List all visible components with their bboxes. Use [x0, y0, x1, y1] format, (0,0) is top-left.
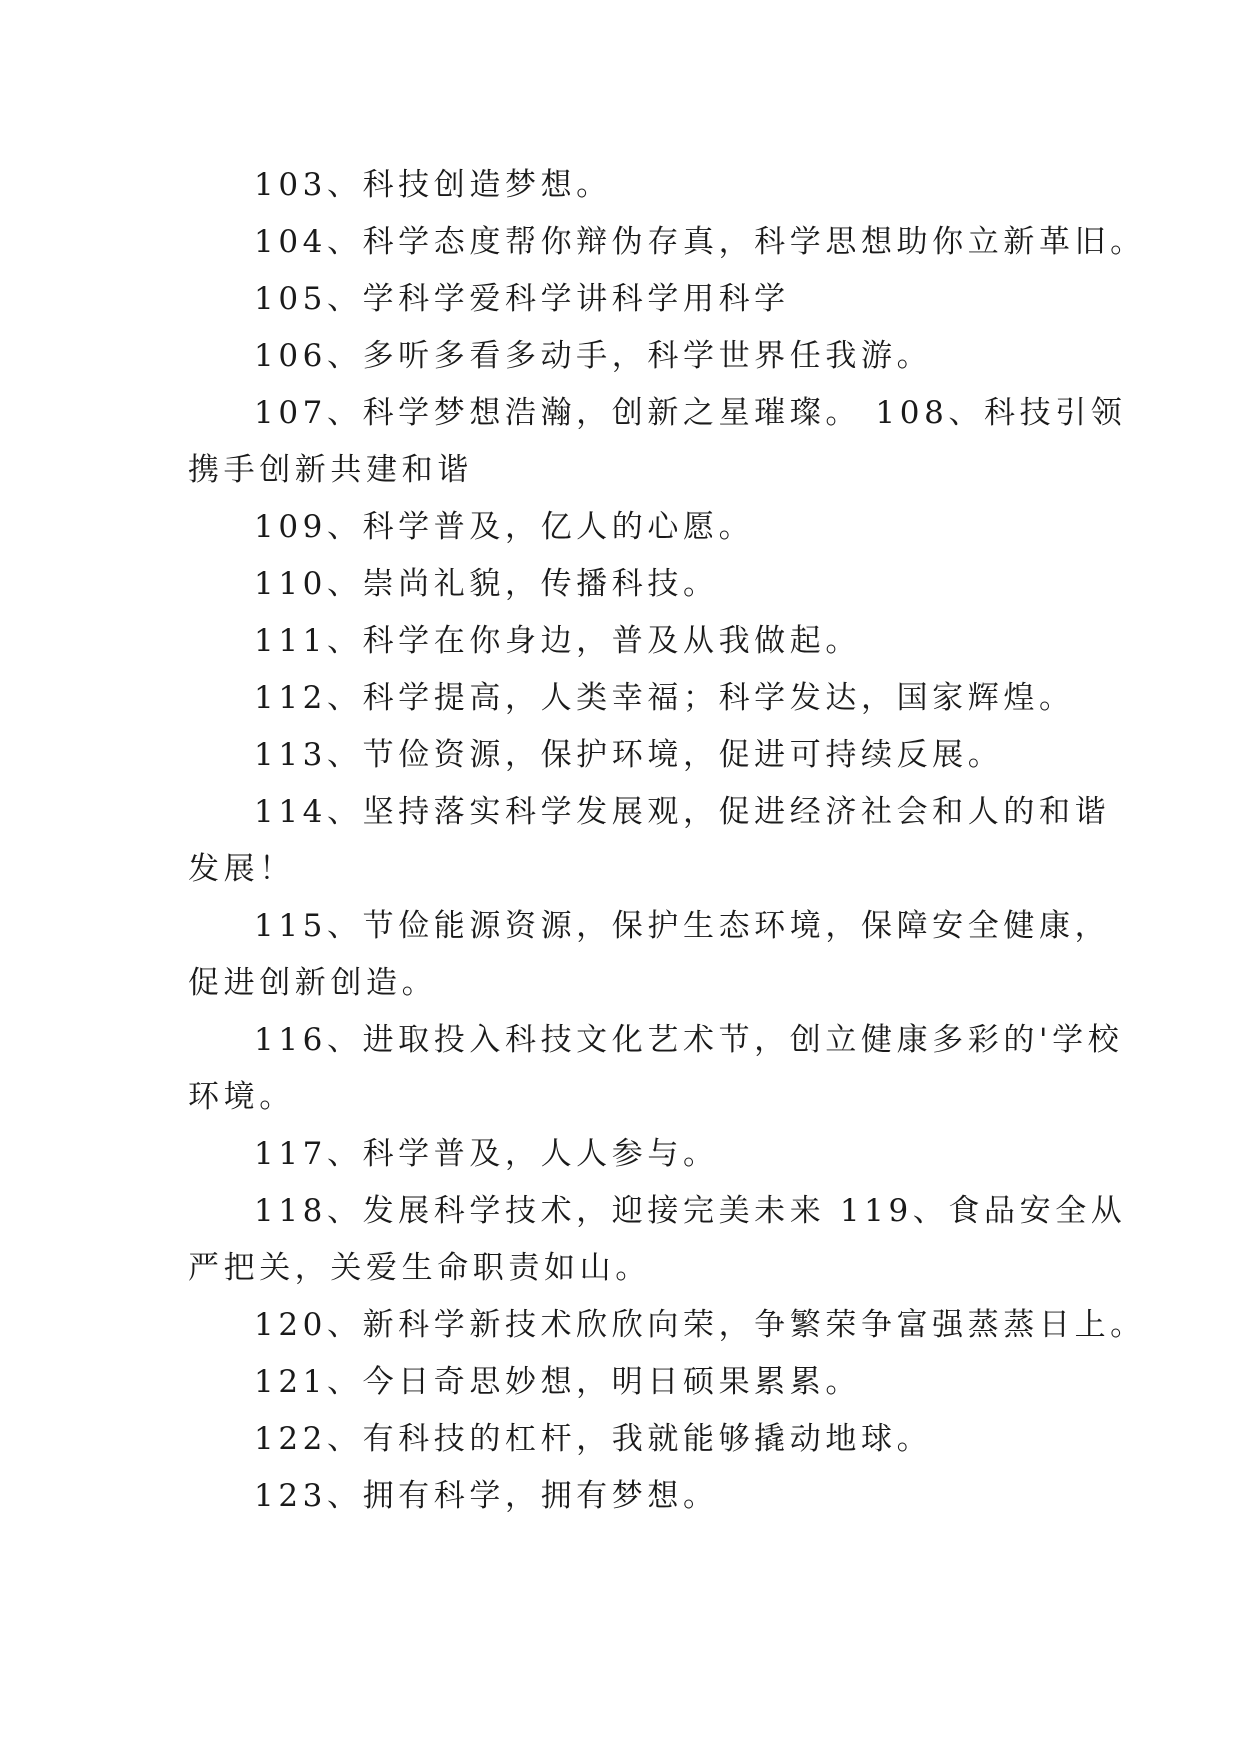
paragraph-line: 123、拥有科学，拥有梦想。: [254, 1478, 719, 1514]
paragraph-line: 104、科学态度帮你辩伪存真，科学思想助你立新革旧。: [254, 224, 1146, 260]
paragraph-line: 115、节俭能源资源，保护生态环境，保障安全健康，: [254, 908, 1111, 944]
paragraph-line: 环境。: [188, 1079, 295, 1115]
paragraph-line: 114、坚持落实科学发展观，促进经济社会和人的和谐: [254, 794, 1111, 830]
paragraph-line: 109、科学普及，亿人的心愿。: [254, 509, 755, 545]
paragraph-line: 106、多听多看多动手，科学世界任我游。: [254, 338, 933, 374]
paragraph-line: 携手创新共建和谐: [188, 452, 473, 488]
paragraph-line: 112、科学提高，人类幸福；科学发达，国家辉煌。: [254, 680, 1075, 716]
paragraph-line: 121、今日奇思妙想，明日硕果累累。: [254, 1364, 861, 1400]
paragraph-line: 113、节俭资源，保护环境，促进可持续反展。: [254, 737, 1004, 773]
paragraph-line: 110、崇尚礼貌，传播科技。: [254, 566, 719, 602]
paragraph-line: 105、学科学爱科学讲科学用科学: [254, 281, 790, 317]
paragraph-line: 122、有科技的杠杆，我就能够撬动地球。: [254, 1421, 933, 1457]
paragraph-line: 111、科学在你身边，普及从我做起。: [254, 623, 861, 659]
paragraph-line: 118、发展科学技术，迎接完美未来 119、食品安全从: [254, 1193, 1127, 1229]
paragraph-line: 发展！: [188, 851, 295, 887]
paragraph-line: 促进创新创造。: [188, 965, 438, 1001]
paragraph-line: 107、科学梦想浩瀚，创新之星璀璨。 108、科技引领: [254, 395, 1127, 431]
paragraph-line: 116、进取投入科技文化艺术节，创立健康多彩的'学校: [254, 1022, 1124, 1058]
paragraph-line: 严把关，关爱生命职责如山。: [188, 1250, 651, 1286]
paragraph-line: 120、新科学新技术欣欣向荣，争繁荣争富强蒸蒸日上。: [254, 1307, 1146, 1343]
paragraph-line: 117、科学普及，人人参与。: [254, 1136, 719, 1172]
paragraph-line: 103、科技创造梦想。: [254, 167, 612, 203]
